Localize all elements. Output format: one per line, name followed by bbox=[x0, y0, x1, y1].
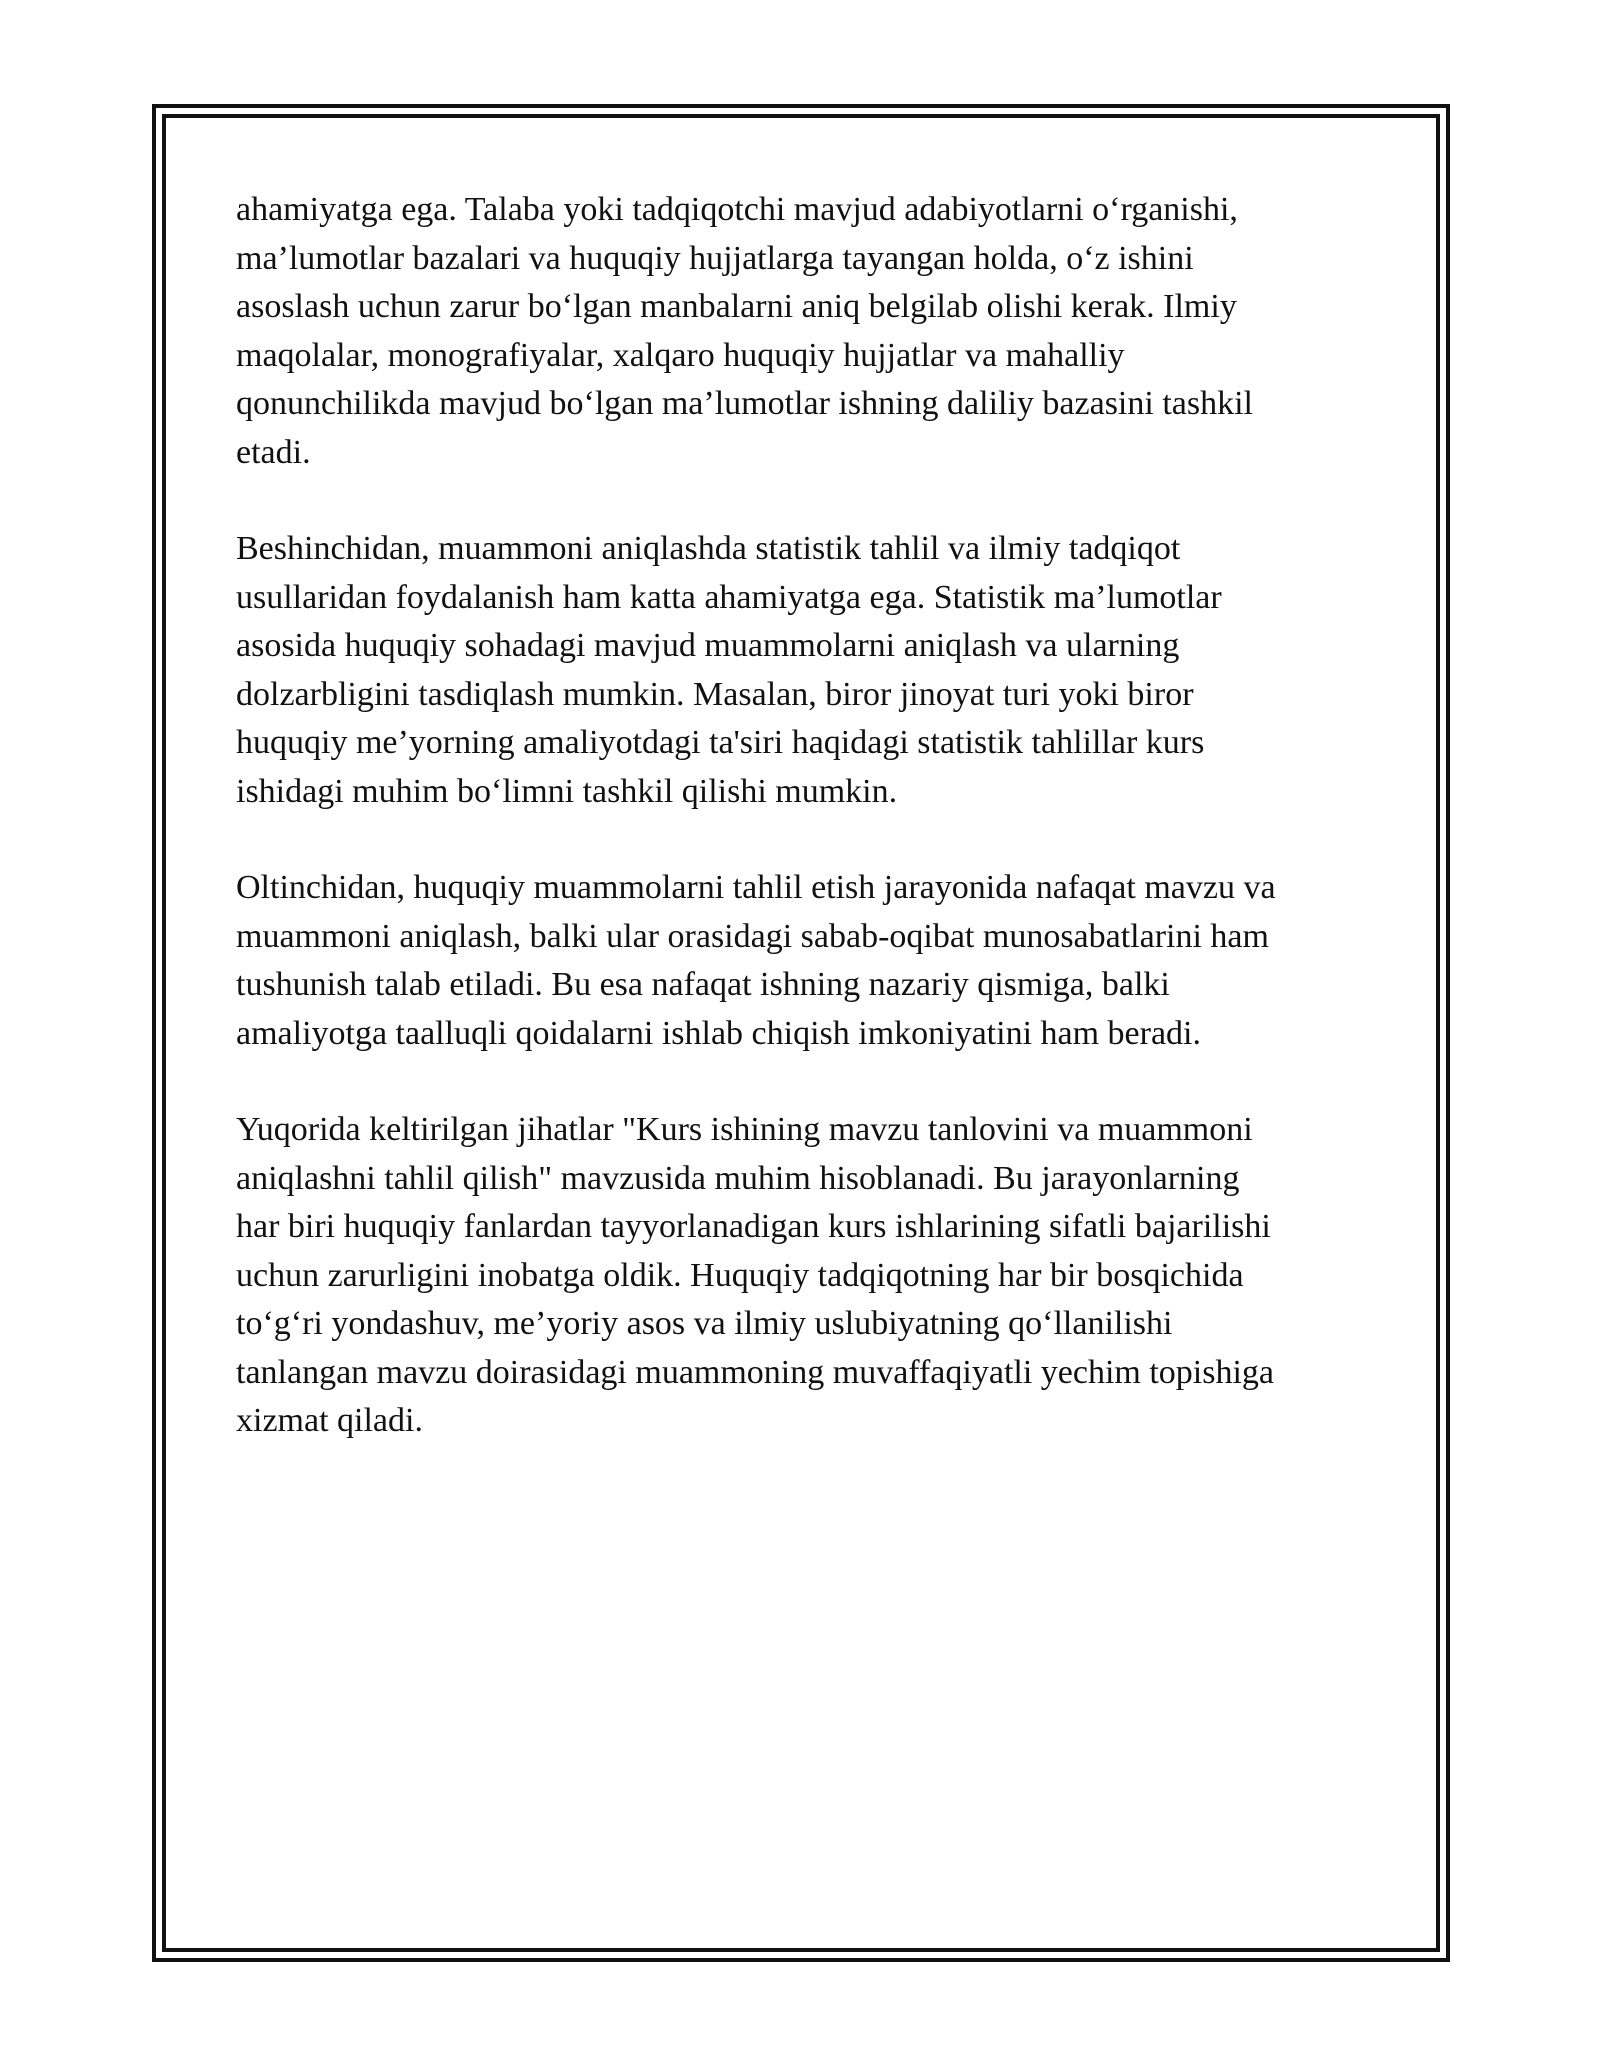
document-body bbox=[236, 186, 1376, 1446]
text-line: dolzarbligini tasdiqlash mumkin. Masalan, biror jinoyat turi yoki biror bbox=[236, 675, 1194, 713]
text-line: muammoni aniqlash, balki ular orasidagi sabab-oqibat munosabatlarini ham bbox=[236, 917, 1269, 955]
text-line: ma’lumotlar bazalari va huquqiy hujjatlarga tayangan holda, o‘z ishini bbox=[236, 239, 1194, 277]
text-line: amaliyotga taalluqli qoidalarni ishlab chiqish imkoniyatini ham beradi. bbox=[236, 1014, 1201, 1052]
text-line: har biri huquqiy fanlardan tayyorlanadigan kurs ishlarining sifatli bajarilishi bbox=[236, 1208, 1271, 1245]
text-line: maqolalar, monografiyalar, xalqaro huquqiy hujjatlar va mahalliy bbox=[236, 336, 1125, 374]
text-line: ishidagi muhim bo‘limni tashkil qilishi mumkin. bbox=[236, 772, 898, 810]
paragraph-sources bbox=[236, 186, 1376, 477]
text-line: tanlangan mavzu doirasidagi muammoning muvaffaqiyatli yechim topishiga bbox=[236, 1353, 1275, 1391]
text-line: tushunish talab etiladi. Bu esa nafaqat ishning nazariy qismiga, balki bbox=[236, 966, 1170, 1003]
paragraph-conclusion bbox=[236, 1106, 1376, 1446]
paragraph-sixth bbox=[236, 864, 1376, 1058]
text-line: asosida huquqiy sohadagi mavjud muammolarni aniqlash va ularning bbox=[236, 627, 1180, 664]
text-line: ahamiyatga ega. Talaba yoki tadqiqotchi mavjud adabiyotlarni o‘rganishi, bbox=[236, 191, 1238, 228]
text-line: asoslash uchun zarur bo‘lgan manbalarni aniq belgilab olishi kerak. Ilmiy bbox=[236, 288, 1237, 325]
text-line: to‘g‘ri yondashuv, me’yoriy asos va ilmiy uslubiyatning qo‘llanilishi bbox=[236, 1305, 1173, 1342]
text-line: Oltinchidan, huquqiy muammolarni tahlil etish jarayonida nafaqat mavzu va bbox=[236, 869, 1276, 906]
text-line: xizmat qiladi. bbox=[236, 1402, 423, 1439]
text-line: Beshinchidan, muammoni aniqlashda statistik tahlil va ilmiy tadqiqot bbox=[236, 530, 1181, 567]
text-line: aniqlashni tahlil qilish" mavzusida muhim hisoblanadi. Bu jarayonlarning bbox=[236, 1159, 1240, 1197]
paragraph-fifth bbox=[236, 525, 1376, 816]
text-line: uchun zarurligini inobatga oldik. Huquqiy tadqiqotning har bir bosqichida bbox=[236, 1256, 1244, 1294]
text-line: huquqiy me’yorning amaliyotdagi ta'siri haqidagi statistik tahlillar kurs bbox=[236, 724, 1205, 761]
text-line: etadi. bbox=[236, 433, 311, 471]
text-line: usullaridan foydalanish ham katta ahamiyatga ega. Statistik ma’lumotlar bbox=[236, 578, 1222, 616]
text-line: Yuqorida keltirilgan jihatlar "Kurs ishining mavzu tanlovini va muammoni bbox=[236, 1111, 1253, 1148]
text-line: qonunchilikda mavjud bo‘lgan ma’lumotlar ishning daliliy bazasini tashkil bbox=[236, 385, 1253, 422]
